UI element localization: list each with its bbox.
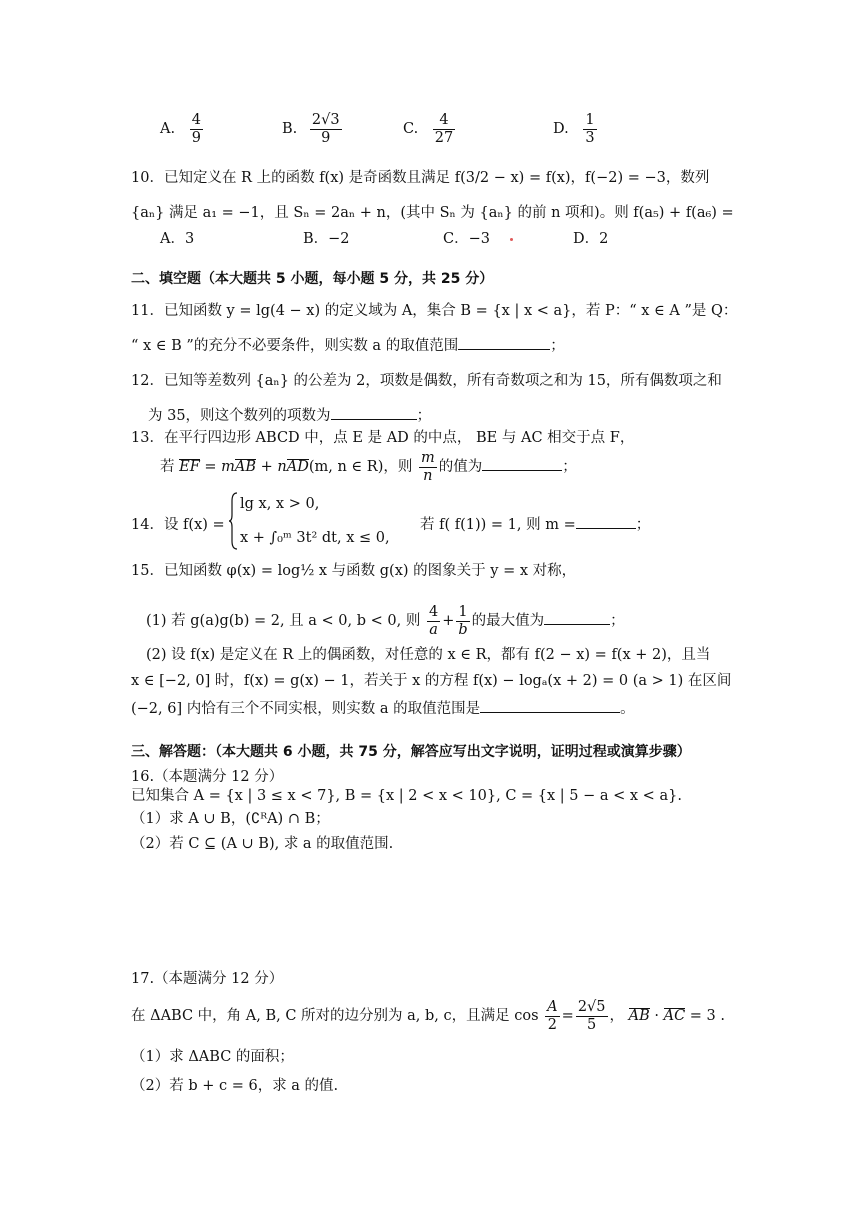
q16-part2: （2）若 C ⊆ (A ∪ B), 求 a 的取值范围. (131, 836, 394, 852)
q14-label: 14．设 f(x) = (131, 517, 225, 533)
q15-part2-line2: x ∈ [−2, 0] 时，f(x) = g(x) − 1，若关于 x 的方程 f(x) − logₐ(x + 2) = 0 (a > 1) 在区间 (131, 673, 732, 689)
vector-ad: AD (286, 459, 309, 476)
q10-option-b: B．−2 (303, 231, 350, 247)
stray-mark (510, 238, 513, 241)
q14-answer-blank[interactable] (576, 514, 636, 529)
q13-line1: 13．在平行四边形 ABCD 中，点 E 是 AD 的中点， BE 与 AC 相交于点 F， (131, 430, 635, 446)
q10-option-c: C．−3 (443, 231, 490, 247)
q11-line1: 11．已知函数 y = lg(4 − x) 的定义域为 A，集合 B = {x | x < a}，若 P：“ x ∈ A ”是 Q： (131, 303, 738, 319)
q9-option-a: A. $\frac{4}{9}$ (160, 112, 201, 146)
q9-option-c: C. $\frac{4}{27}$ (403, 112, 454, 146)
q14-brace (229, 491, 239, 551)
q13-m-over-n: $\frac{m}{n}$ (420, 450, 435, 484)
q17-frac-a-over-2: $\frac{A}{2}$ (547, 999, 558, 1033)
q15-line1: 15．已知函数 φ(x) = log½ x 与函数 g(x) 的图象关于 y = x 对称， (131, 563, 577, 579)
vector-ef: EF (179, 459, 200, 476)
q15-part2-line3: (−2, 6] 内恰有三个不同实根，则实数 a 的取值范围是 。 (131, 697, 635, 718)
q9-option-a-fraction: $\frac{4}{9}$ (191, 112, 201, 146)
q17-part2: （2）若 b + c = 6，求 a 的值. (131, 1078, 339, 1094)
q15-part1: (1) 若 g(a)g(b) = 2, 且 a < 0, b < 0, 则 $\frac{4}{a}$ + $\frac{1}{b}$ 的最大值为 ； (146, 604, 625, 638)
q17-part1: （1）求 ΔABC 的面积； (131, 1049, 294, 1065)
q9-option-d: D. $\frac{1}{3}$ (553, 112, 595, 146)
q12-line2: 为 35，则这个数列的项数为 ； (148, 404, 431, 425)
q13-line2: 若 EF = mAB + nAD(m, n ∈ R)，则 $\frac{m}{n}$ 的值为 ； (160, 450, 577, 484)
q12-line1: 12．已知等差数列 {aₙ} 的公差为 2，项数是偶数，所有奇数项之和为 15，所有偶数项之和 (131, 373, 722, 389)
q14-case1: lg x, x > 0, (240, 496, 320, 512)
q11-line2: “ x ∈ B ”的充分不必要条件，则实数 a 的取值范围 ； (131, 334, 565, 355)
q11-answer-blank[interactable] (458, 335, 550, 350)
q9-option-d-fraction: $\frac{1}{3}$ (585, 112, 595, 146)
q15-part2-answer-blank[interactable] (480, 698, 620, 713)
vector-ac: AC (663, 1008, 686, 1025)
q15-frac-4-over-a: $\frac{4}{a}$ (428, 604, 439, 638)
vector-ab: AB (234, 459, 257, 476)
q15-part2-line1: (2) 设 f(x) 是定义在 R 上的偶函数，对任意的 x ∈ R，都有 f(2 − x) = f(x + 2)，且当 (146, 647, 711, 663)
q10-option-d: D．2 (573, 231, 609, 247)
q17-line1: 在 ΔABC 中，角 A, B, C 所对的边分别为 a, b, c，且满足 cos $\frac{A}{2}$ = $\frac{2√5}{5}$ ， AB · AC = 3 . (131, 999, 725, 1033)
q10-line1: 10．已知定义在 R 上的函数 f(x) 是奇函数且满足 f(3/2 − x) = f(x)，f(−2) = −3，数列 (131, 170, 710, 186)
q17-header: 17.（本题满分 12 分） (131, 971, 284, 987)
q15-part1-answer-blank[interactable] (544, 610, 610, 625)
q15-frac-1-over-b: $\frac{1}{b}$ (458, 604, 468, 638)
q12-answer-blank[interactable] (331, 405, 417, 420)
section-3-heading: 三、解答题：（本大题共 6 小题，共 75 分，解答应写出文字说明，证明过程或演算步骤） (131, 744, 691, 760)
q16-part1: （1）求 A ∪ B，(∁ᴿA) ∩ B； (131, 811, 330, 827)
q14-condition: 若 f( f(1)) = 1, 则 m = ； (420, 513, 650, 534)
q9-option-c-fraction: $\frac{4}{27}$ (434, 112, 454, 146)
vector-ab: AB (628, 1008, 650, 1025)
q9-option-b-fraction: $\frac{2√3}{9}$ (311, 112, 340, 146)
q16-header: 16.（本题满分 12 分） (131, 769, 284, 785)
q10-option-a: A．3 (160, 231, 195, 247)
q16-line1: 已知集合 A = {x | 3 ≤ x < 7}, B = {x | 2 < x < 10}, C = {x | 5 − a < x < a}. (131, 788, 682, 804)
q14-case2: x + ∫₀ᵐ 3t² dt, x ≤ 0, (240, 530, 390, 546)
q10-line2: {aₙ} 满足 a₁ = −1，且 Sₙ = 2aₙ + n，(其中 Sₙ 为 {aₙ} 的前 n 项和)。则 f(a₅) + f(a₆) = (131, 205, 734, 221)
q9-option-b: B. $\frac{2√3}{9}$ (282, 112, 340, 146)
section-2-heading: 二、填空题（本大题共 5 小题，每小题 5 分，共 25 分） (131, 271, 494, 287)
q17-frac-2root5-over-5: $\frac{2√5}{5}$ (577, 999, 606, 1033)
q13-answer-blank[interactable] (482, 456, 562, 471)
